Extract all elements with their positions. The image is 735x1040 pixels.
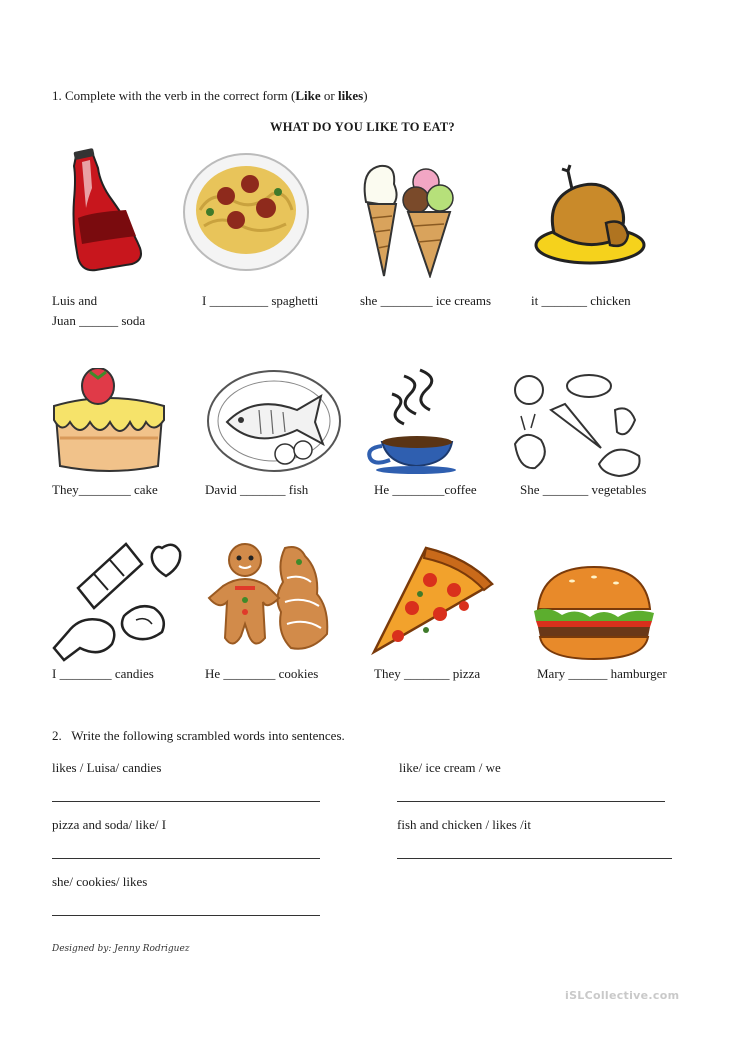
prompt-luisa-candies: likes / Luisa/ candies bbox=[52, 760, 162, 775]
gingerbread-cookies-image bbox=[207, 538, 343, 662]
fish-plate-image bbox=[205, 366, 343, 476]
item-chicken: it _______ chicken bbox=[531, 293, 631, 308]
prompt-she-cookies: she/ cookies/ likes bbox=[52, 874, 148, 889]
designer-signature: Designed by: Jenny Rodriguez bbox=[52, 944, 190, 954]
item-vegetables: She _______ vegetables bbox=[520, 482, 647, 497]
ice-cream-cones-image bbox=[356, 160, 468, 278]
instruction-bold-like: Like bbox=[295, 88, 321, 103]
soda-bottle-image bbox=[52, 148, 147, 273]
worksheet-title: WHAT DO YOU LIKE TO EAT? bbox=[270, 120, 455, 134]
exercise-1-instruction bbox=[52, 88, 368, 104]
answer-line[interactable] bbox=[397, 801, 665, 802]
roast-chicken-image bbox=[532, 163, 647, 273]
answer-line[interactable] bbox=[52, 858, 320, 859]
spaghetti-plate-image bbox=[182, 150, 310, 272]
item-hamburger: Mary ______ hamburger bbox=[537, 666, 667, 681]
candies-image bbox=[50, 536, 188, 662]
answer-line[interactable] bbox=[52, 915, 320, 916]
instruction-text-or: or bbox=[320, 88, 338, 103]
item-cake: They________ cake bbox=[52, 482, 158, 497]
item-candies: I ________ candies bbox=[52, 666, 154, 681]
exercise-2-instruction: 2. Write the following scrambled words into sentences. bbox=[52, 728, 345, 743]
answer-line[interactable] bbox=[397, 858, 672, 859]
item-soda-line2: Juan ______ soda bbox=[52, 313, 146, 328]
pizza-slice-image bbox=[368, 544, 496, 660]
item-coffee: He ________coffee bbox=[374, 482, 477, 497]
item-pizza: They _______ pizza bbox=[374, 666, 481, 681]
watermark: iSLCollective.com bbox=[565, 989, 680, 1002]
hamburger-image bbox=[532, 563, 656, 663]
prompt-ice-cream: like/ ice cream / we bbox=[399, 760, 501, 775]
item-cookies: He ________ cookies bbox=[205, 666, 319, 681]
vegetables-image bbox=[505, 370, 655, 480]
item-ice-creams: she ________ ice creams bbox=[360, 293, 492, 308]
coffee-cup-image bbox=[364, 368, 464, 476]
instruction-text-end: ) bbox=[363, 88, 368, 103]
strawberry-cake-image bbox=[50, 368, 168, 476]
prompt-pizza-soda: pizza and soda/ like/ I bbox=[52, 817, 167, 832]
answer-line[interactable] bbox=[52, 801, 320, 802]
item-spaghetti: I _________ spaghetti bbox=[202, 293, 319, 308]
item-fish: David _______ fish bbox=[205, 482, 309, 497]
instruction-text: 1. Complete with the verb in the correct form ( bbox=[52, 88, 296, 103]
item-soda-line1: Luis and bbox=[52, 293, 98, 308]
instruction-bold-likes: likes bbox=[337, 88, 364, 103]
prompt-fish-chicken: fish and chicken / likes /it bbox=[397, 817, 531, 832]
